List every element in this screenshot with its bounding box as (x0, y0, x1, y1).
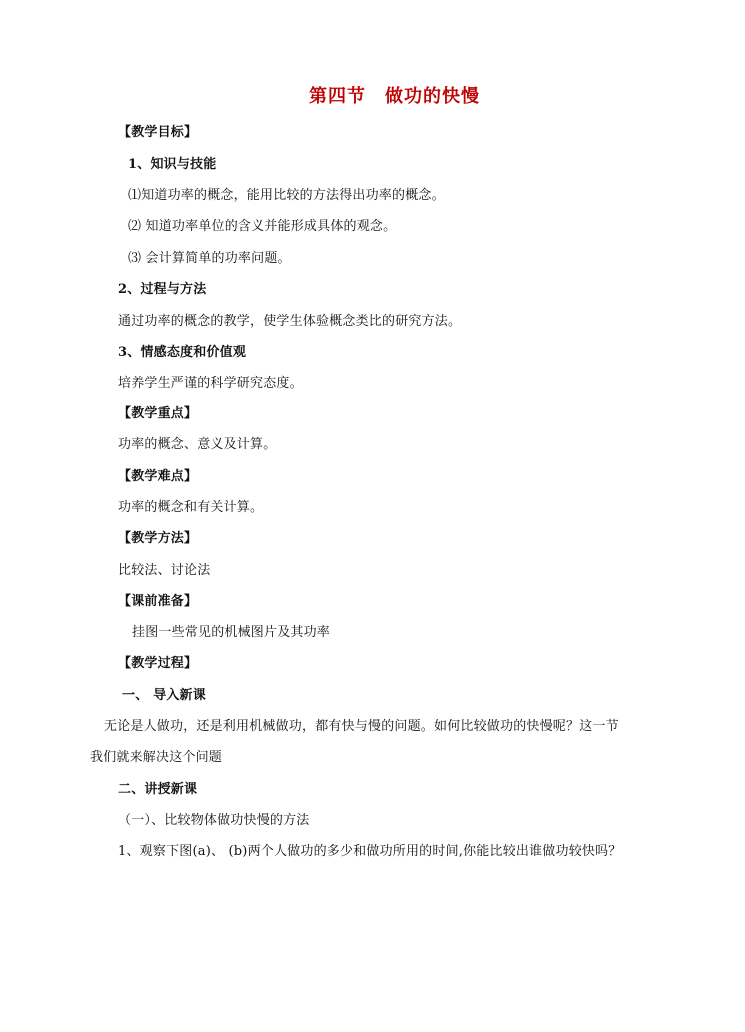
paragraph-key-points: 功率的概念、意义及计算。 (118, 437, 277, 452)
section-heading-difficulties: 【教学难点】 (118, 469, 198, 484)
section-heading-preparation: 【课前准备】 (118, 594, 198, 609)
subheading-attitude-values: 3、情感态度和价值观 (118, 345, 247, 360)
objective-item-3: ⑶ 会计算简单的功率问题。 (128, 251, 291, 266)
subheading-knowledge-skills: 1、知识与技能 (128, 157, 217, 172)
subheading-process-method: 2、过程与方法 (118, 282, 207, 297)
document-title: 第四节 做功的快慢 (309, 86, 480, 107)
paragraph-introduction-line-2: 我们就来解决这个问题 (90, 750, 223, 765)
section-heading-objectives: 【教学目标】 (118, 125, 198, 140)
paragraph-difficulties: 功率的概念和有关计算。 (118, 500, 264, 515)
subheading-comparison-method: （一）、比较物体做功快慢的方法 (118, 813, 310, 828)
paragraph-preparation: 挂图一些常见的机械图片及其功率 (132, 625, 331, 640)
subheading-new-lesson: 二、讲授新课 (118, 782, 198, 797)
paragraph-observe-question: 1、观察下图(a)、 (b)两个人做功的多少和做功所用的时间,你能比较出谁做功较快吗？ (118, 844, 622, 859)
section-heading-process: 【教学过程】 (118, 656, 198, 671)
objective-item-2: ⑵ 知道功率单位的含义并能形成具体的观念。 (128, 219, 397, 234)
section-heading-key-points: 【教学重点】 (118, 406, 198, 421)
paragraph-process-method: 通过功率的概念的教学，使学生体验概念类比的研究方法。 (118, 314, 462, 329)
paragraph-methods: 比较法、讨论法 (118, 563, 211, 578)
objective-item-1: ⑴知道功率的概念，能用比较的方法得出功率的概念。 (128, 188, 445, 203)
subheading-introduction: 一、 导入新课 (122, 688, 206, 703)
paragraph-attitude-values: 培养学生严谨的科学研究态度。 (118, 376, 303, 391)
section-heading-methods: 【教学方法】 (118, 531, 198, 546)
paragraph-introduction-line-1: 无论是人做功，还是利用机械做功，都有快与慢的问题。如何比较做功的快慢呢？这一节 (104, 719, 619, 734)
